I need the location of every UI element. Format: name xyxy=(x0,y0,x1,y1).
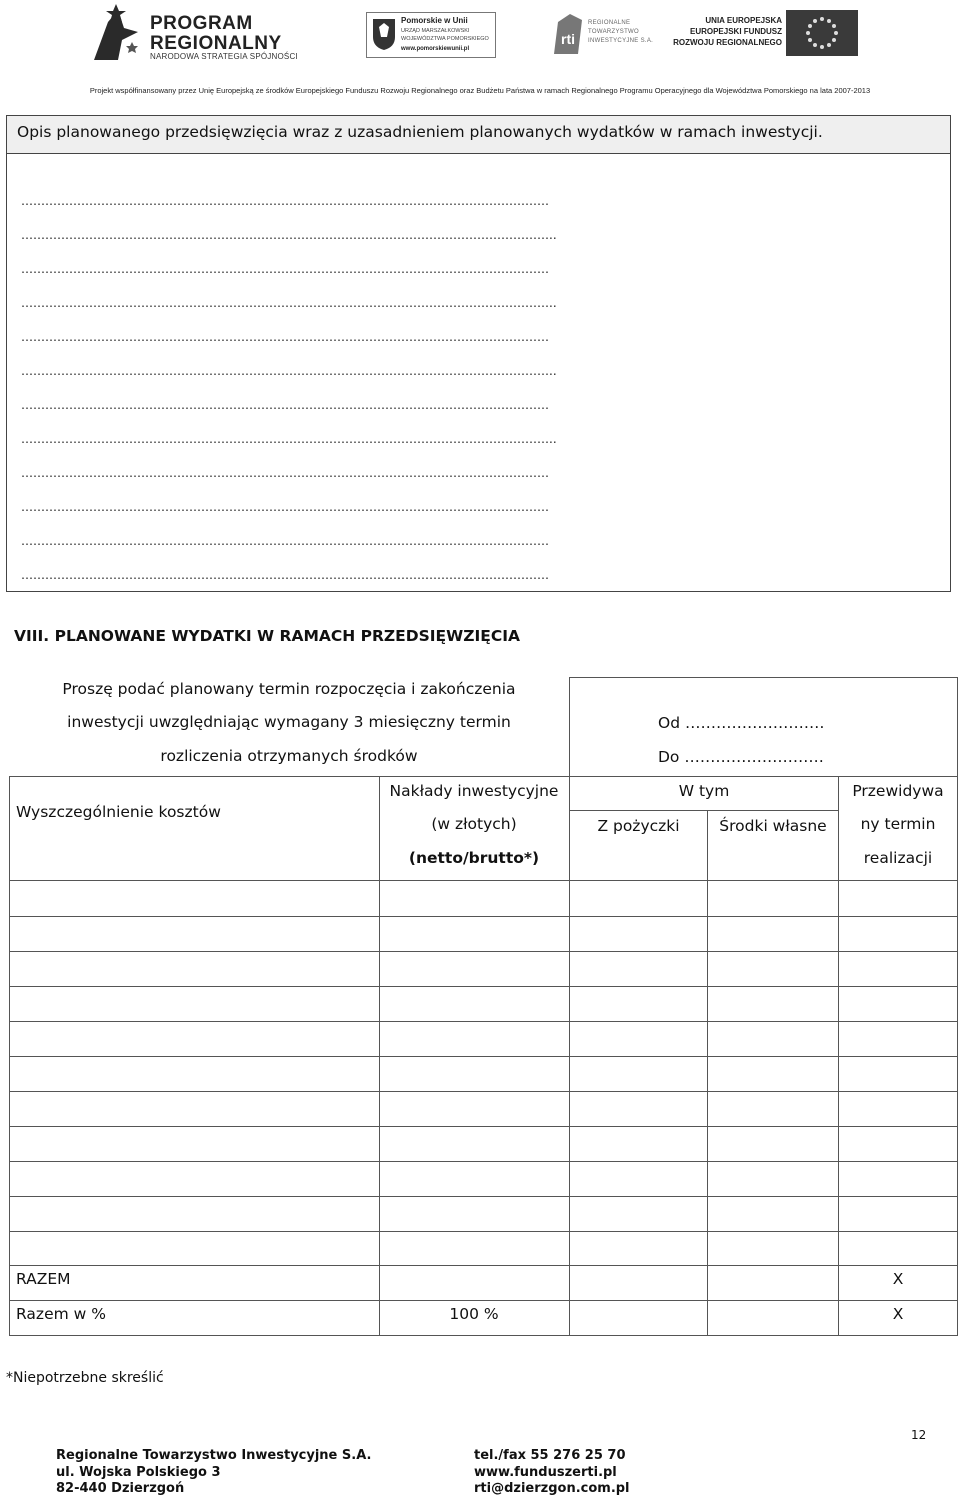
dotted-line[interactable]: …………………………………………………………………………………………………………………….. xyxy=(21,228,557,242)
term-prompt-line3: rozliczenia otrzymanych środków xyxy=(160,747,418,765)
table-border xyxy=(9,951,958,952)
footer-phone: tel./fax 55 276 25 70 xyxy=(474,1448,626,1463)
dotted-line[interactable]: …………………………………………………………………………………………………………………….. xyxy=(21,296,557,310)
pomorskie-crest-icon xyxy=(371,17,397,51)
col-header-investment: Nakłady inwestycyjne xyxy=(389,782,559,800)
col-header-term-line3: realizacji xyxy=(863,849,933,867)
footnote: *Niepotrzebne skreślić xyxy=(6,1370,164,1386)
total-x-mark: X xyxy=(892,1270,904,1288)
table-border xyxy=(9,1231,958,1232)
total-percent-x-mark: X xyxy=(892,1305,904,1323)
table-border xyxy=(9,1335,958,1336)
col-header-investment-unit: (w złotych) xyxy=(431,815,517,833)
pomorskie-logo xyxy=(366,12,496,58)
table-border xyxy=(570,677,958,678)
table-border xyxy=(9,1021,958,1022)
rti-mark-icon xyxy=(552,10,588,56)
footer-website: www.funduszerti.pl xyxy=(474,1465,617,1480)
dotted-line[interactable]: …………………………………………………………………………………………………………………… xyxy=(21,500,549,514)
table-border xyxy=(9,1300,958,1301)
table-border xyxy=(570,810,838,811)
dotted-line[interactable]: …………………………………………………………………………………………………………………… xyxy=(21,262,549,276)
rti-line1: REGIONALNE xyxy=(588,20,631,26)
eu-flag-icon xyxy=(786,10,858,56)
table-border xyxy=(9,1091,958,1092)
table-border xyxy=(9,880,958,881)
col-header-loan: Z pożyczki xyxy=(597,817,680,835)
footer-street: ul. Wojska Polskiego 3 xyxy=(56,1465,221,1480)
page-number: 12 xyxy=(911,1428,927,1442)
pomorskie-line2: WOJEWÓDZTWA POMORSKIEGO xyxy=(401,36,489,42)
description-header xyxy=(7,116,950,154)
col-header-term-line2: ny termin xyxy=(860,815,936,833)
table-border xyxy=(9,1196,958,1197)
dotted-line[interactable]: …………………………………………………………………………………………………………………… xyxy=(21,534,549,548)
total-percent-value: 100 % xyxy=(449,1305,499,1323)
table-border xyxy=(707,810,708,1336)
term-prompt-line1: Proszę podać planowany termin rozpoczęcia i zakończenia xyxy=(62,680,516,698)
dotted-line[interactable]: …………………………………………………………………………………………………………………….. xyxy=(21,432,557,446)
eu-line3: ROZWOJU REGIONALNEGO xyxy=(673,38,782,47)
description-title: Opis planowanego przedsięwzięcia wraz z uzasadnieniem planowanych wydatków w ramach inwestycji. xyxy=(17,123,823,141)
table-border xyxy=(569,677,570,1336)
eu-line2: EUROPEJSKI FUNDUSZ xyxy=(689,27,782,36)
dotted-line[interactable]: …………………………………………………………………………………………………………………… xyxy=(21,330,549,344)
table-border xyxy=(9,1126,958,1127)
end-date-field[interactable]: Do ……………………… xyxy=(658,748,824,766)
dotted-line[interactable]: …………………………………………………………………………………………………………………….. xyxy=(21,364,557,378)
program-regionalny-logo xyxy=(88,2,303,66)
rti-line2: TOWARZYSTWO xyxy=(588,29,639,35)
dotted-line[interactable]: …………………………………………………………………………………………………………………… xyxy=(21,398,549,412)
table-border xyxy=(9,1056,958,1057)
svg-text:rti: rti xyxy=(561,31,575,47)
rti-logo xyxy=(552,10,662,58)
col-header-specification: Wyszczególnienie kosztów xyxy=(16,803,221,821)
col-header-w-tym: W tym xyxy=(678,782,730,800)
table-border xyxy=(9,776,958,777)
eu-line1: UNIA EUROPEJSKA xyxy=(705,16,782,25)
table-border xyxy=(9,1161,958,1162)
total-label: RAZEM xyxy=(16,1270,71,1288)
table-border xyxy=(9,776,10,1336)
section-title: VIII. PLANOWANE WYDATKI W RAMACH PRZEDSIĘWZIĘCIA xyxy=(14,627,520,645)
col-header-term-line1: Przewidywa xyxy=(852,782,944,800)
pomorskie-url: www.pomorskiewunii.pl xyxy=(401,46,470,52)
table-border xyxy=(9,1265,958,1266)
eu-logo xyxy=(673,10,858,56)
description-box xyxy=(6,115,951,592)
table-border xyxy=(9,986,958,987)
dotted-line[interactable]: …………………………………………………………………………………………………………………… xyxy=(21,466,549,480)
star-figure-icon xyxy=(88,2,146,66)
start-date-field[interactable]: Od ……………………… xyxy=(658,714,825,732)
footer-city: 82-440 Dzierzgoń xyxy=(56,1481,185,1496)
total-percent-label: Razem w % xyxy=(16,1305,106,1323)
dotted-line[interactable]: …………………………………………………………………………………………………………………… xyxy=(21,194,549,208)
dotted-line[interactable]: …………………………………………………………………………………………………………………… xyxy=(21,568,549,582)
footer-company: Regionalne Towarzystwo Inwestycyjne S.A. xyxy=(56,1448,372,1463)
program-regionalny-subtitle: NARODOWA STRATEGIA SPÓJNOŚCI xyxy=(150,52,298,61)
col-header-investment-type: (netto/brutto*) xyxy=(408,849,540,867)
col-header-own-funds: Środki własne xyxy=(719,817,827,835)
pomorskie-title: Pomorskie w Unii xyxy=(401,16,468,25)
table-border xyxy=(957,677,958,1336)
funding-note: Projekt współfinansowany przez Unię Europejską ze środków Europejskiego Funduszu Rozwoju Regionalnego oraz Budżetu Państwa w ramach Regionalnego Programu Operacyjnego dla Województwa Pomorskiego na lata 2007-2013 xyxy=(89,86,871,95)
pomorskie-line1: URZĄD MARSZAŁKOWSKI xyxy=(401,28,470,34)
term-prompt-line2: inwestycji uwzględniając wymagany 3 miesięczny termin xyxy=(67,713,511,731)
table-border xyxy=(9,916,958,917)
program-regionalny-title: PROGRAM REGIONALNY xyxy=(150,13,282,54)
rti-line3: INWESTYCYJNE S.A. xyxy=(588,38,654,44)
footer-email: rti@dzierzgon.com.pl xyxy=(474,1481,630,1496)
